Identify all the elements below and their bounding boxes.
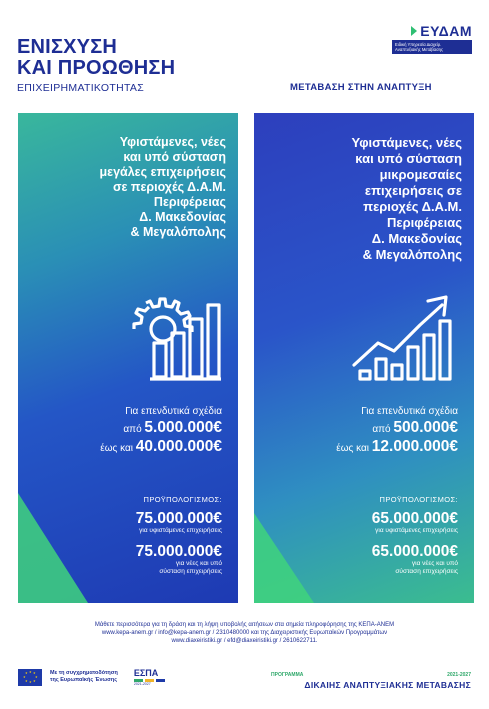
budget-label: ΠΡΟΫΠΟΛΟΓΙΣΜΟΣ: xyxy=(143,495,222,504)
green-corner-decoration xyxy=(18,493,88,603)
investment-range xyxy=(100,405,222,457)
info-text xyxy=(0,621,489,645)
green-corner-decoration xyxy=(254,513,314,603)
program-title: ΔΙΚΑΙΗΣ ΑΝΑΠΤΥΞΙΑΚΗΣ ΜΕΤΑΒΑΣΗΣ xyxy=(304,680,471,690)
program-years: 2021-2027 xyxy=(447,672,471,678)
info-line-contacts: www.diaxeiristiki.gr / efd@diaxeiristiki.gr / 2610622711. xyxy=(171,638,318,644)
from-label: από xyxy=(372,424,391,435)
logo-line-1: Ειδική Υπηρεσία Διαχείρ. xyxy=(395,42,442,47)
eu-line: της Ευρωπαϊκής Ένωσης xyxy=(50,677,118,683)
heading-line: Περιφέρειας xyxy=(153,195,226,209)
program-logo xyxy=(271,672,471,690)
budget-amount-new: 65.000.000€ xyxy=(371,543,458,560)
heading-line: μεγάλες επιχειρήσεις xyxy=(99,165,226,179)
panel-heading xyxy=(100,135,226,240)
budget-desc-line: για υφιστάμενες επιχειρήσεις xyxy=(375,527,458,534)
gear-bar-chart-icon xyxy=(124,293,222,385)
logo-name: ΕΥΔΑΜ xyxy=(420,23,472,39)
heading-line: & Μεγαλόπολης xyxy=(362,247,462,262)
transition-heading: ΜΕΤΑΒΑΣΗ ΣΤΗΝ ΑΝΑΠΤΥΞΗ xyxy=(290,82,432,93)
to-label: έως και xyxy=(100,443,134,454)
plan-intro: Για επενδυτικά σχέδια xyxy=(361,406,458,417)
budget-desc-line: για νέες και υπό xyxy=(411,560,458,567)
budget-amount-new: 75.000.000€ xyxy=(135,543,222,560)
panel-heading xyxy=(352,135,462,263)
espa-title: ΕΣΠΑ xyxy=(133,668,159,678)
investment-range xyxy=(336,405,458,457)
heading-line: και υπό σύσταση xyxy=(123,150,226,164)
growth-chart-icon xyxy=(350,291,462,385)
funding-logos xyxy=(18,668,165,686)
program-label: ΠΡΟΓΡΑΜΜΑ xyxy=(271,672,304,678)
heading-line: μικρομεσαίες xyxy=(379,167,462,182)
to-amount: 12.000.000€ xyxy=(371,438,458,455)
logo-line-2: Αναπτυξιακής Μετάβασης xyxy=(395,47,444,52)
page-title-block xyxy=(17,37,175,94)
budget-desc-line: για νέες και υπό xyxy=(175,560,222,567)
budget-desc-line: σύσταση επιχειρήσεις xyxy=(159,568,222,575)
info-line: Μάθετε περισσότερα για τη δράση και τη λήψη υποβολής αιτήσεων στα σημεία πληροφόρησης της ΚΕΠΑ-ΑΝΕΜ xyxy=(94,622,395,628)
heading-line: και υπό σύσταση xyxy=(355,151,462,166)
to-label: έως και xyxy=(336,443,370,454)
heading-line: Δ. Μακεδονίας xyxy=(139,210,226,224)
heading-line: περιοχές Δ.Α.Μ. xyxy=(363,199,462,214)
eu-line: Με τη συγχρηματοδότηση xyxy=(50,670,118,676)
budget-block xyxy=(136,495,222,584)
heading-line: σε περιοχές Δ.Α.Μ. xyxy=(112,180,226,194)
budget-desc-new xyxy=(136,560,222,576)
logo-bar xyxy=(392,40,472,54)
info-line-contacts: www.kepa-anem.gr / info@kepa-anem.gr / 2310480000 και της Διαχειριστικής Ευρωπαϊκών Προγραμμάτων xyxy=(101,630,388,636)
budget-desc-new xyxy=(372,560,458,576)
plan-intro: Για επενδυτικά σχέδια xyxy=(125,406,222,417)
budget-desc-existing xyxy=(136,527,222,535)
panel-large-enterprises xyxy=(18,113,238,603)
budget-amount-existing: 75.000.000€ xyxy=(135,510,222,527)
panel-sme-enterprises xyxy=(254,113,474,603)
heading-line: Υφιστάμενες, νέες xyxy=(351,135,462,150)
budget-desc-line: για υφιστάμενες επιχειρήσεις xyxy=(139,527,222,534)
espa-years: 2021-2027 xyxy=(133,682,151,686)
budget-desc-line: σύσταση επιχειρήσεις xyxy=(395,568,458,575)
budget-amount-existing: 65.000.000€ xyxy=(371,510,458,527)
heading-line: Υφιστάμενες, νέες xyxy=(119,135,226,149)
from-label: από xyxy=(123,424,142,435)
logo-chevron-icon xyxy=(411,26,417,36)
heading-line: & Μεγαλόπολης xyxy=(130,225,226,239)
budget-desc-existing xyxy=(372,527,458,535)
eydam-logo xyxy=(392,23,472,54)
from-amount: 500.000€ xyxy=(393,419,458,436)
from-amount: 5.000.000€ xyxy=(144,419,222,436)
subtitle: ΕΠΙΧΕΙΡΗΜΑΤΙΚΟΤΗΤΑΣ xyxy=(17,82,144,94)
eu-flag-icon: ★ ★ ★ ★ ★ ★ ★ ★ xyxy=(18,669,42,686)
heading-line: Περιφέρειας xyxy=(387,215,462,230)
budget-block xyxy=(372,495,458,584)
title-line-1: ΕΝΙΣΧΥΣΗ xyxy=(17,36,118,58)
to-amount: 40.000.000€ xyxy=(135,438,222,455)
eu-cofunding-text xyxy=(50,670,118,684)
budget-label: ΠΡΟΫΠΟΛΟΓΙΣΜΟΣ: xyxy=(379,495,458,504)
heading-line: επιχειρήσεις σε xyxy=(364,183,462,198)
title-line-2: ΚΑΙ ΠΡΟΩΘΗΣΗ xyxy=(17,57,176,79)
heading-line: Δ. Μακεδονίας xyxy=(371,231,462,246)
espa-logo xyxy=(134,668,165,686)
